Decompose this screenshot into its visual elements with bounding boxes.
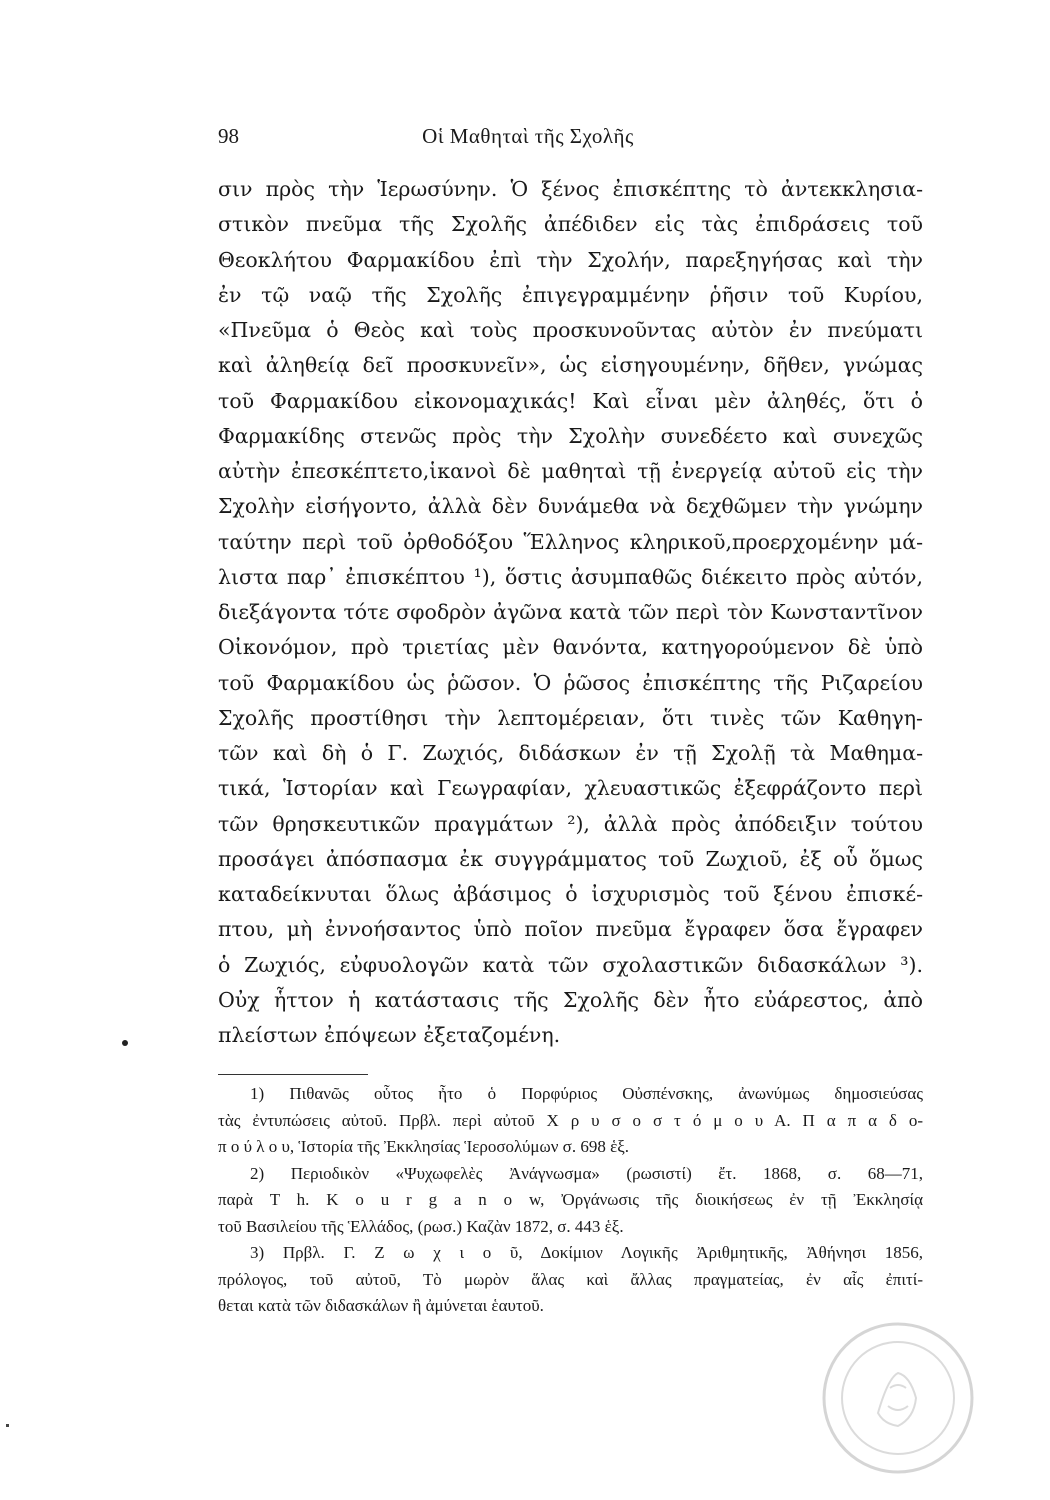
footnote-line: 2) Περιοδικὸν «Ψυχωφελὲς Ἀνάγνωσμα» (ρωσιστί) ἔτ. 1868, σ. 68—71, xyxy=(250,1163,923,1183)
footnote-line: 1) Πιθανῶς οὗτος ἦτο ὁ Πορφύριος Οὐσπένσκης, ἀνωνύμως δημοσιεύσας xyxy=(250,1084,923,1103)
footnote-2 xyxy=(218,1161,923,1241)
body-text xyxy=(218,172,923,1053)
text-line: ἐν τῷ ναῷ τῆς Σχολῆς ἐπιγεγραμμένην ῥῆσιν τοῦ Κυρίου, xyxy=(218,282,923,307)
footnote-line: πρόλογος, τοῦ αὐτοῦ, Τὸ μωρὸν ἅλας καὶ ἄλλας πραγματείας, ἐν αἷς ἐπιτί- xyxy=(218,1269,923,1289)
text-line: σιν πρὸς τὴν Ἱερωσύνην. Ὁ ξένος ἐπισκέπτης τὸ ἀντεκκλησια- xyxy=(218,177,923,201)
text-line: τοῦ Φαρμακίδου εἰκονομαχικάς! Καὶ εἶναι μὲν ἀληθές, ὅτι ὁ xyxy=(218,388,923,413)
footnote-line: παρὰ T h. K o u r g a n o w, Ὀργάνωσις τῆς διοικήσεως ἐν τῇ Ἐκκλησίᾳ xyxy=(218,1190,923,1209)
text-line: καὶ ἀληθείᾳ δεῖ προσκυνεῖν», ὡς εἰσηγουμένην, δῆθεν, γνώμας xyxy=(218,353,923,378)
text-line: Σχολῆς προστίθησι τὴν λεπτομέρειαν, ὅτι τινὲς τῶν Καθηγη- xyxy=(218,705,923,730)
text-line: Οἰκονόμον, πρὸ τριετίας μὲν θανόντα, κατηγορούμενον δὲ ὑπὸ xyxy=(218,635,923,660)
footnote-1 xyxy=(218,1081,923,1161)
library-seal-icon xyxy=(818,1318,978,1478)
scan-speck xyxy=(6,1424,9,1427)
text-line: αὐτὴν ἐπεσκέπτετο,ἱκανοὶ δὲ μαθηταὶ τῇ ἐνεργείᾳ αὐτοῦ εἰς τὴν xyxy=(218,459,923,483)
text-line: στικὸν πνεῦμα τῆς Σχολῆς ἀπέδιδεν εἰς τὰς ἐπιδράσεις τοῦ xyxy=(218,212,923,237)
footnotes xyxy=(218,1074,923,1320)
footnote-line: π ο ύ λ ο υ, Ἱστορία τῆς Ἐκκλησίας Ἱεροσολύμων σ. 698 ἑξ. xyxy=(218,1137,630,1156)
text-line: προσάγει ἀπόσπασμα ἐκ συγγράμματος τοῦ Ζωχιοῦ, ἐξ οὗ ὅμως xyxy=(218,846,923,871)
footnote-line: 3) Πρβλ. Γ. Ζ ω χ ι ο ῦ, Δοκίμιον Λογικῆς Ἀριθμητικῆς, Ἀθήνησι 1856, xyxy=(250,1243,923,1262)
text-line: Οὐχ ἧττον ἡ κατάστασις τῆς Σχολῆς δὲν ἦτο εὐάρεστος, ἀπὸ xyxy=(218,987,923,1012)
text-line: τοῦ Φαρμακίδου ὡς ῥῶσον. Ὁ ῥῶσος ἐπισκέπτης τῆς Ριζαρείου xyxy=(218,670,923,695)
footnote-line: τοῦ Βασιλείου τῆς Ἑλλάδος, (ρωσ.) Καζὰν 1872, σ. 443 ἑξ. xyxy=(218,1216,624,1236)
margin-dot xyxy=(122,1040,128,1046)
text-line: καταδείκνυται ὅλως ἀβάσιμος ὁ ἰσχυρισμὸς τοῦ ξένου ἐπισκέ- xyxy=(218,882,923,906)
text-line: τῶν θρησκευτικῶν πραγμάτων ²), ἀλλὰ πρὸς ἀπόδειξιν τούτου xyxy=(218,811,923,836)
footnote-line: τὰς ἐντυπώσεις αὐτοῦ. Πρβλ. περὶ αὐτοῦ Χ ρ υ σ ο σ τ ό μ ο υ Α. Π α π α δ ο- xyxy=(218,1110,923,1130)
text-line: Θεοκλήτου Φαρμακίδου ἐπὶ τὴν Σχολήν, παρεξηγήσας καὶ τὴν xyxy=(218,247,923,272)
text-line: ταύτην περὶ τοῦ ὀρθοδόξου Ἕλληνος κληρικοῦ,προερχομένην μά- xyxy=(218,529,923,554)
running-title: Οἱ Μαθηταὶ τῆς Σχολῆς xyxy=(422,124,634,148)
text-line: τικά, Ἱστορίαν καὶ Γεωγραφίαν, χλευαστικῶς ἐξεφράζοντο περὶ xyxy=(218,776,923,801)
page-number: 98 xyxy=(218,124,239,148)
footnote-line: θεται κατὰ τῶν διδασκάλων ἢ ἀμύνεται ἑαυτοῦ. xyxy=(218,1296,544,1315)
text-line: πλείστων ἐπόψεων ἐξεταζομένη. xyxy=(218,1023,561,1047)
footnote-rule xyxy=(218,1074,368,1075)
text-line: ὁ Ζωχιός, εὐφυολογῶν κατὰ τῶν σχολαστικῶν διδασκάλων ³). xyxy=(218,952,923,977)
text-line: «Πνεῦμα ὁ Θεὸς καὶ τοὺς προσκυνοῦντας αὐτὸν ἐν πνεύματι xyxy=(218,318,923,342)
page-header xyxy=(218,124,838,154)
text-line: λιστα παρ᾽ ἐπισκέπτου ¹), ὅστις ἀσυμπαθῶς διέκειτο πρὸς αὐτόν, xyxy=(218,564,923,589)
text-line: πτου, μὴ ἐννοήσαντος ὑπὸ ποῖον πνεῦμα ἔγραφεν ὅσα ἔγραφεν xyxy=(218,917,923,942)
text-line: Σχολὴν εἰσήγοντο, ἀλλὰ δὲν δυνάμεθα νὰ δεχθῶμεν τὴν γνώμην xyxy=(218,494,923,519)
text-line: τῶν καὶ δὴ ὁ Γ. Ζωχιός, διδάσκων ἐν τῇ Σχολῇ τὰ Μαθημα- xyxy=(218,741,923,765)
text-line: Φαρμακίδης στενῶς πρὸς τὴν Σχολὴν συνεδέετο καὶ συνεχῶς xyxy=(218,423,923,448)
text-line: διεξάγοντα τότε σφοδρὸν ἀγῶνα κατὰ τῶν περὶ τὸν Κωνσταντῖνον xyxy=(218,600,923,624)
footnote-3 xyxy=(218,1240,923,1320)
